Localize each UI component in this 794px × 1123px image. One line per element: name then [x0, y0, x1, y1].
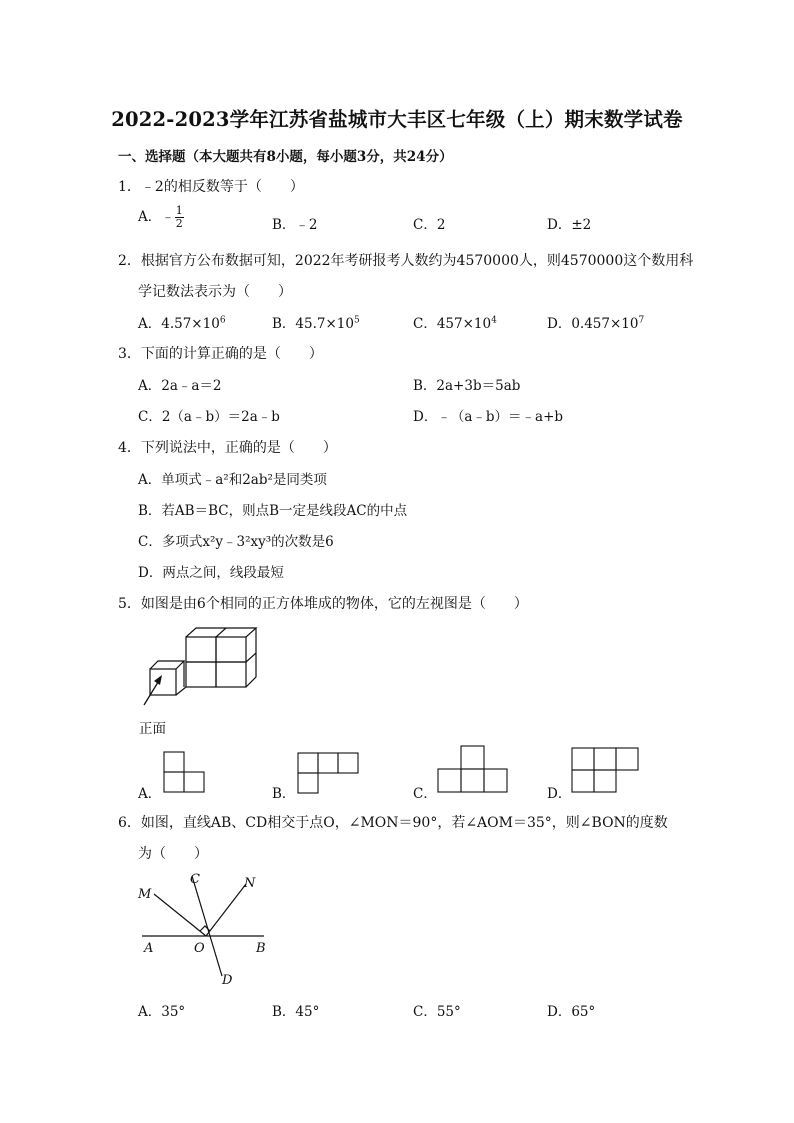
- question-3-option-c: C．2（a﹣b）＝2a﹣b: [138, 409, 280, 425]
- point-label-m: M: [138, 887, 152, 902]
- intersecting-lines-figure: [130, 868, 280, 993]
- question-4-stem: 4．下列说法中，正确的是（ ）: [118, 440, 337, 456]
- point-label-a: A: [144, 941, 154, 956]
- fraction-numerator: 1: [175, 204, 183, 217]
- question-5-option-c: C．: [413, 786, 437, 802]
- question-1-stem: 1．﹣2的相反数等于（ ）: [118, 179, 304, 195]
- option-text: A．4.57×10: [138, 316, 220, 332]
- exponent: 4: [491, 315, 497, 326]
- point-label-b: B: [256, 941, 266, 956]
- question-6-line-1: 6．如图，直线AB、CD相交于点O，∠MON＝90°，若∠AOM＝35°，则∠BON的度数: [118, 815, 668, 831]
- question-5-stem: 5．如图是由6个相同的正方体堆成的物体，它的左视图是（ ）: [118, 596, 528, 612]
- option-text: D．0.457×10: [547, 316, 639, 332]
- front-label: 正面: [139, 721, 166, 737]
- question-1-option-c: C．2: [413, 217, 446, 233]
- question-6-line-2: 为（ ）: [138, 846, 208, 862]
- option-d-view-figure: [572, 748, 642, 794]
- question-4-option-d: D．两点之间，线段最短: [138, 565, 284, 581]
- question-4-option-a: A．单项式﹣a²和2ab²是同类项: [138, 472, 327, 488]
- exponent: 7: [638, 315, 645, 326]
- question-1-option-d: D．±2: [547, 217, 592, 233]
- question-1-option-a: [138, 205, 184, 230]
- option-a-label: A．﹣: [138, 209, 175, 225]
- question-1-option-b: B．﹣2: [272, 217, 318, 233]
- option-text: B．45.7×10: [272, 316, 354, 332]
- option-c-view-figure: [438, 746, 510, 794]
- question-3-option-d: D．﹣（a﹣b）＝﹣a+b: [413, 409, 564, 425]
- fraction: [175, 205, 184, 230]
- page-title: 2022-2023学年江苏省盐城市大丰区七年级（上）期末数学试卷: [111, 108, 683, 131]
- exponent: 5: [353, 315, 360, 326]
- question-6-option-c: C．55°: [413, 1004, 461, 1020]
- question-5-option-d: D．: [547, 786, 572, 802]
- point-label-o: O: [194, 941, 205, 956]
- question-6-option-a: A．35°: [138, 1004, 186, 1020]
- question-5-option-b: B．: [272, 786, 296, 802]
- question-3-option-b: B．2a+3b＝5ab: [413, 378, 521, 394]
- question-2-line-1: 2．根据官方公布数据可知，2022年考研报考人数约为4570000人，则4570000这个数用科: [118, 253, 694, 269]
- point-label-c: C: [190, 872, 200, 887]
- section-heading: 一、选择题（本大题共有8小题，每小题3分，共24分）: [118, 149, 453, 165]
- option-a-view-figure: [164, 752, 206, 794]
- option-b-view-figure: [298, 753, 360, 795]
- question-2-option-c: [413, 312, 497, 332]
- question-5-option-a: A．: [138, 786, 162, 802]
- question-6-option-b: B．45°: [272, 1004, 320, 1020]
- question-2-option-b: [272, 312, 360, 332]
- question-2-option-a: [138, 312, 226, 332]
- question-4-option-c: C．多项式x²y﹣3²xy³的次数是6: [138, 534, 334, 550]
- point-label-n: N: [244, 876, 256, 891]
- option-text: C．457×10: [413, 316, 492, 332]
- question-2-option-d: [547, 312, 644, 332]
- exponent: 6: [219, 315, 226, 326]
- question-2-line-2: 学记数法表示为（ ）: [138, 284, 292, 300]
- fraction-denominator: 2: [175, 217, 183, 230]
- point-label-d: D: [222, 973, 233, 988]
- question-6-option-d: D．65°: [547, 1004, 596, 1020]
- question-3-option-a: A．2a﹣a＝2: [138, 378, 222, 394]
- question-3-stem: 3．下面的计算正确的是（ ）: [118, 346, 323, 362]
- question-4-option-b: B．若AB＝BC，则点B一定是线段AC的中点: [138, 503, 408, 519]
